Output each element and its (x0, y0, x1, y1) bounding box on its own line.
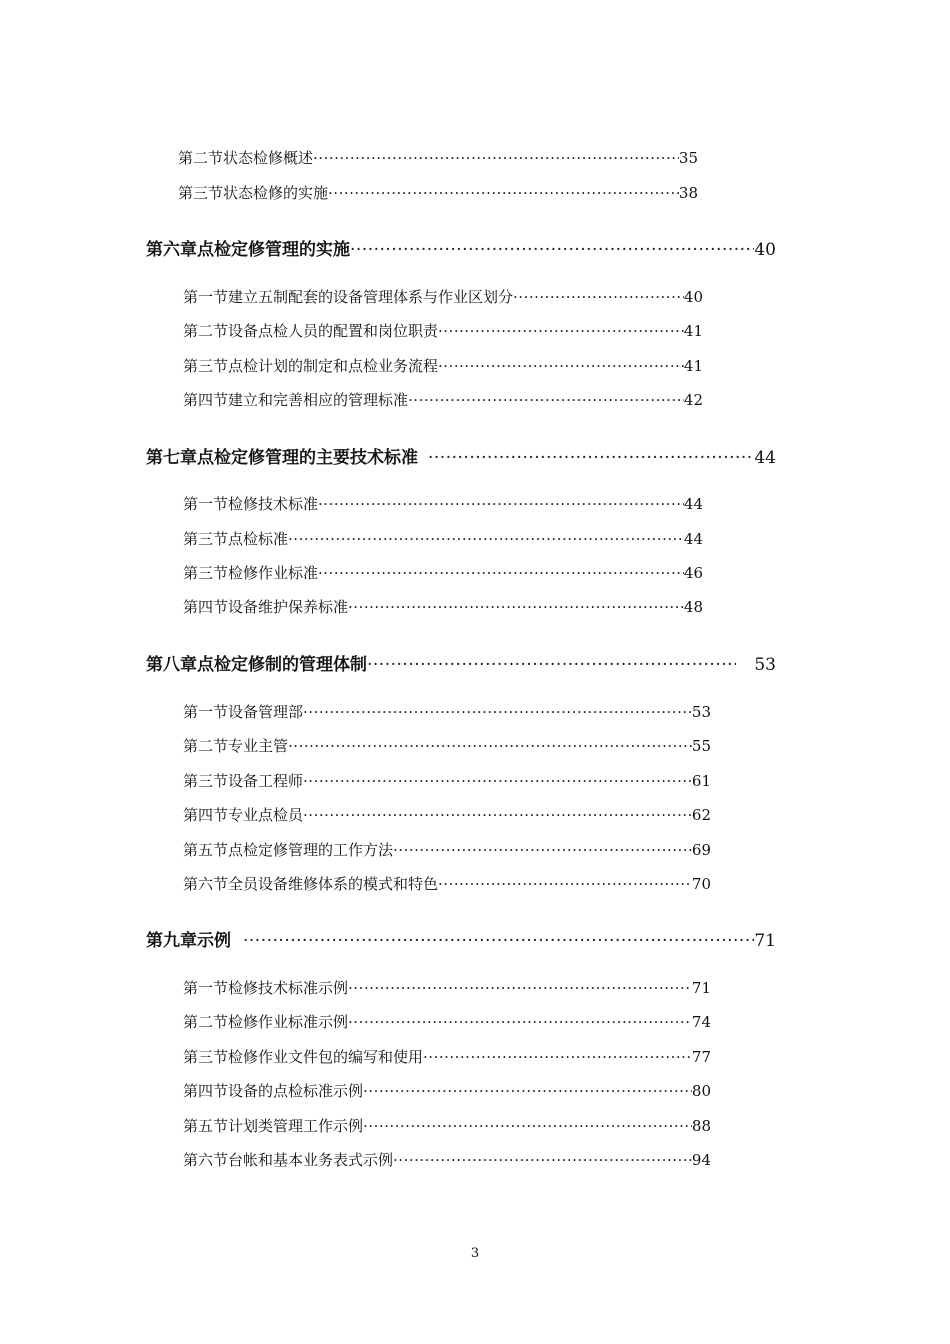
dot-leader (328, 182, 679, 204)
toc-section-row (183, 839, 711, 861)
dot-leader (363, 1080, 692, 1102)
dot-leader (393, 839, 692, 861)
dot-leader (288, 735, 692, 757)
toc-section-row (183, 735, 711, 757)
section-number: 第六节 (183, 875, 229, 893)
section-number: 第二节 (183, 1013, 229, 1031)
page-number: 44 (754, 448, 776, 468)
toc-section-row (183, 1011, 711, 1033)
section-title: 检修技术标准 (228, 495, 319, 513)
section-title: 检修作业标准示例 (228, 1013, 349, 1031)
chapter-title: 点检定修管理的实施 (197, 240, 350, 260)
page-number: 80 (691, 1082, 711, 1100)
section-title: 建立五制配套的设备管理体系与作业区划分 (228, 288, 514, 306)
dot-leader (363, 1115, 692, 1137)
section-number: 第三节 (183, 772, 229, 790)
dot-leader (423, 1046, 692, 1068)
section-title: 设备点检人员的配置和岗位职责 (228, 322, 439, 340)
toc-section-row (183, 701, 711, 723)
page-number: 61 (691, 772, 711, 790)
page-number: 88 (691, 1117, 711, 1135)
section-number: 第一节 (183, 495, 229, 513)
toc-chapter-row (146, 928, 776, 954)
section-number: 第二节 (178, 149, 224, 167)
page-number: 71 (691, 979, 711, 997)
page-number: 74 (691, 1013, 711, 1031)
dot-leader (513, 286, 684, 308)
page-number: 41 (683, 357, 703, 375)
page-number: 42 (683, 391, 703, 409)
section-title: 建立和完善相应的管理标准 (228, 391, 409, 409)
toc-section-row (183, 1046, 711, 1068)
dot-leader (303, 804, 692, 826)
dot-leader (350, 237, 754, 263)
page-number: 53 (691, 703, 711, 721)
toc-section-row (183, 355, 703, 377)
toc-section-row (178, 182, 698, 204)
page-number: 62 (691, 806, 711, 824)
toc-section-row (183, 977, 711, 999)
dot-leader (303, 701, 692, 723)
section-number: 第三节 (183, 357, 229, 375)
toc-section-row (183, 389, 703, 411)
section-title: 状态检修概述 (223, 149, 314, 167)
chapter-number: 第七章 (146, 448, 197, 468)
page-number: 53 (754, 655, 776, 675)
toc-chapter-row (146, 652, 776, 678)
dot-leader (348, 977, 692, 999)
chapter-title: 示例 (197, 931, 231, 951)
section-number: 第三节 (178, 184, 224, 202)
page-number: 40 (754, 240, 776, 260)
section-number: 第四节 (183, 391, 229, 409)
toc-section-row (183, 804, 711, 826)
page-number: 41 (683, 322, 703, 340)
section-number: 第六节 (183, 1151, 229, 1169)
page-number: 35 (678, 149, 698, 167)
section-title: 专业主管 (228, 737, 289, 755)
dot-leader (303, 770, 692, 792)
section-number: 第一节 (183, 703, 229, 721)
chapter-title: 点检定修制的管理体制 (197, 655, 367, 675)
chapter-number: 第九章 (146, 931, 197, 951)
toc-chapter-row (146, 237, 776, 263)
dot-leader (438, 355, 684, 377)
section-number: 第一节 (183, 979, 229, 997)
section-title: 点检计划的制定和点检业务流程 (228, 357, 439, 375)
dot-leader (348, 596, 684, 618)
dot-leader (393, 1149, 692, 1171)
toc-section-row (183, 873, 711, 895)
toc-section-row (183, 1080, 711, 1102)
page-footer-number: 3 (470, 1246, 480, 1261)
section-number: 第四节 (183, 806, 229, 824)
page-number: 38 (678, 184, 698, 202)
section-number: 第五节 (183, 1117, 229, 1135)
section-number: 第三节 (183, 1048, 229, 1066)
section-title: 状态检修的实施 (223, 184, 329, 202)
page-number: 44 (683, 530, 703, 548)
page-number: 55 (691, 737, 711, 755)
chapter-number: 第八章 (146, 655, 197, 675)
section-number: 第三节 (183, 564, 229, 582)
toc-section-row (183, 493, 703, 515)
dot-leader (367, 652, 736, 678)
section-number: 第五节 (183, 841, 229, 859)
section-title: 点检定修管理的工作方法 (228, 841, 394, 859)
page-number: 44 (683, 495, 703, 513)
section-title: 设备的点检标准示例 (228, 1082, 364, 1100)
section-title: 台帐和基本业务表式示例 (228, 1151, 394, 1169)
page-number: 69 (691, 841, 711, 859)
page-number: 77 (691, 1048, 711, 1066)
page-number: 40 (683, 288, 703, 306)
section-title: 设备维护保养标准 (228, 598, 349, 616)
toc-section-row (183, 1115, 711, 1137)
section-number: 第二节 (183, 737, 229, 755)
page-number: 46 (683, 564, 703, 582)
section-number: 第三节 (183, 530, 229, 548)
toc-section-row (183, 770, 711, 792)
section-title: 点检标准 (228, 530, 289, 548)
section-title: 专业点检员 (228, 806, 304, 824)
dot-leader (243, 928, 754, 954)
toc-section-row (183, 528, 703, 550)
chapter-number: 第六章 (146, 240, 197, 260)
section-number: 第四节 (183, 1082, 229, 1100)
dot-leader (348, 1011, 692, 1033)
section-title: 检修作业标准 (228, 564, 319, 582)
page-number: 70 (691, 875, 711, 893)
dot-leader (313, 147, 679, 169)
section-title: 检修作业文件包的编写和使用 (228, 1048, 424, 1066)
toc-section-row (183, 596, 703, 618)
section-title: 检修技术标准示例 (228, 979, 349, 997)
toc-section-row (183, 1149, 711, 1171)
toc-section-row (178, 147, 698, 169)
page-number: 48 (683, 598, 703, 616)
page-number: 71 (754, 931, 776, 951)
section-number: 第四节 (183, 598, 229, 616)
toc-chapter-row (146, 445, 776, 471)
section-number: 第二节 (183, 322, 229, 340)
section-title: 设备管理部 (228, 703, 304, 721)
toc-section-row (183, 286, 703, 308)
dot-leader (318, 562, 684, 584)
dot-leader (438, 320, 684, 342)
dot-leader (408, 389, 684, 411)
toc-section-row (183, 562, 703, 584)
section-title: 计划类管理工作示例 (228, 1117, 364, 1135)
section-number: 第一节 (183, 288, 229, 306)
dot-leader (318, 493, 684, 515)
section-title: 设备工程师 (228, 772, 304, 790)
chapter-title: 点检定修管理的主要技术标准 (197, 448, 418, 468)
toc-section-row (183, 320, 703, 342)
dot-leader (288, 528, 684, 550)
section-title: 全员设备维修体系的模式和特色 (228, 875, 439, 893)
page-number: 94 (691, 1151, 711, 1169)
dot-leader (438, 873, 692, 895)
dot-leader (428, 445, 754, 471)
